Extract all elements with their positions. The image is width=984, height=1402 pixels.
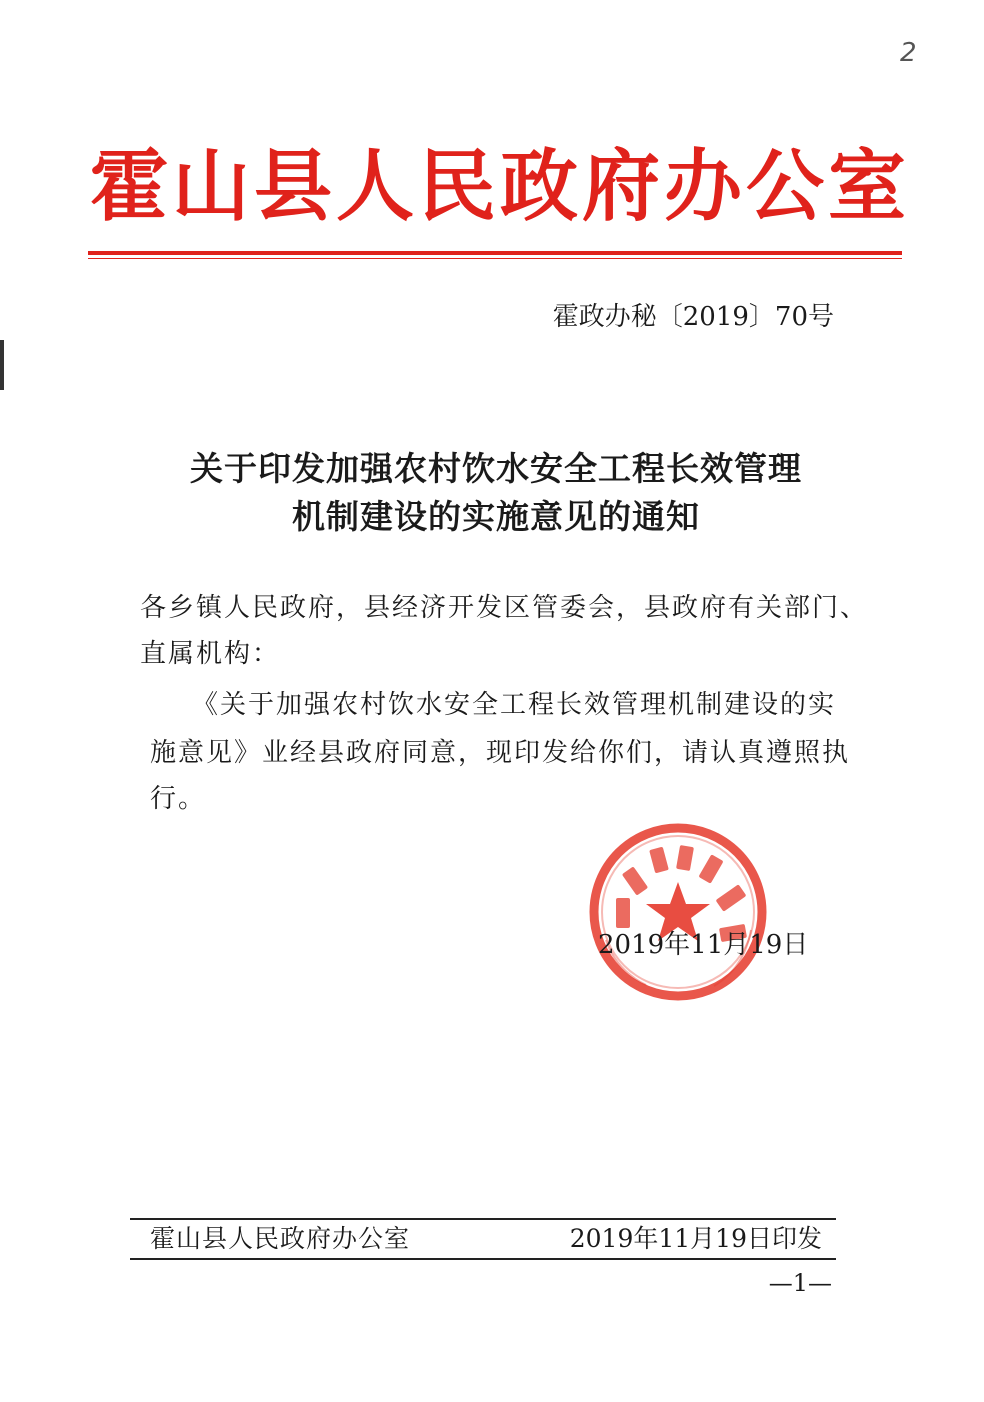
issuer-header-title: 霍山县人民政府办公室 <box>90 142 911 232</box>
official-seal-stamp <box>586 820 770 1004</box>
red-header-rule-thin <box>88 258 902 259</box>
addressees-line-1: 各乡镇人民政府，县经济开发区管委会，县政府有关部门、 <box>140 593 869 623</box>
red-header-rule <box>88 251 902 255</box>
footer-rule-bottom <box>130 1258 836 1260</box>
handwritten-page-mark: 2 <box>900 38 917 68</box>
body-paragraph-line-1: 《关于加强农村饮水安全工程长效管理机制建设的实 <box>192 690 837 720</box>
footer-issuer: 霍山县人民政府办公室 <box>150 1224 411 1253</box>
document-number: 霍政办秘〔2019〕70号 <box>552 302 834 332</box>
addressees-line-2: 直属机构： <box>140 639 281 669</box>
document-title-line-1: 关于印发加强农村饮水安全工程长效管理 <box>190 449 802 488</box>
footer-rule-top <box>130 1218 836 1220</box>
body-paragraph-line-3: 行。 <box>150 784 207 814</box>
body-paragraph-line-2: 施意见》业经县政府同意，现印发给你们，请认真遵照执 <box>150 738 851 768</box>
signature-date: 2019年11月19日 <box>598 930 809 960</box>
binding-edge-mark <box>0 340 4 390</box>
document-title-line-2: 机制建设的实施意见的通知 <box>292 497 700 536</box>
footer-print-date: 2019年11月19日印发 <box>569 1224 822 1253</box>
page-number: —1— <box>768 1269 832 1297</box>
